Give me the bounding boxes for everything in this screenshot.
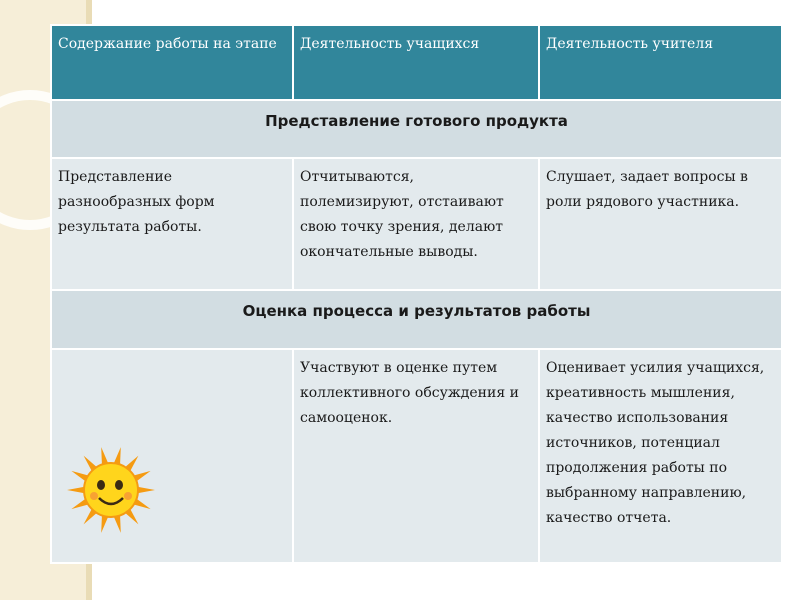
section-row: [51, 100, 782, 159]
section-title: Представление готового продукта: [51, 100, 782, 159]
sun-face: [84, 463, 138, 517]
sun-right-cheek: [124, 492, 132, 500]
sun-ray: [137, 487, 155, 494]
section-row: [51, 290, 782, 349]
header-cell-students: Деятельность учащихся: [293, 25, 539, 100]
students-cell: Участвуют в оценке путем коллективного обсуждения и самооценок.: [293, 349, 539, 563]
teacher-cell: Оценивает усилия учащихся, креативность мышления, качество использования источников, потенциал продолжения работы по выбранному направлению, качество отчета.: [539, 349, 782, 563]
students-cell: Отчитываются, полемизируют, отстаивают свою точку зрения, делают окончательные выводы.: [293, 158, 539, 289]
header-cell-content: Содержание работы на этапе: [51, 25, 293, 100]
header-cell-teacher: Деятельность учителя: [539, 25, 782, 100]
content-cell: Представление разнообразных форм результата работы.: [51, 158, 293, 289]
sun-right-eye: [115, 480, 123, 490]
table-row: [51, 158, 782, 289]
sun-illustration: [56, 440, 166, 540]
header-row: [51, 25, 782, 100]
teacher-cell: Слушает, задает вопросы в роли рядового участника.: [539, 158, 782, 289]
sun-icon: [56, 440, 166, 540]
sun-ray: [67, 487, 85, 494]
sun-left-cheek: [90, 492, 98, 500]
sun-left-eye: [97, 480, 105, 490]
section-title: Оценка процесса и результатов работы: [51, 290, 782, 349]
